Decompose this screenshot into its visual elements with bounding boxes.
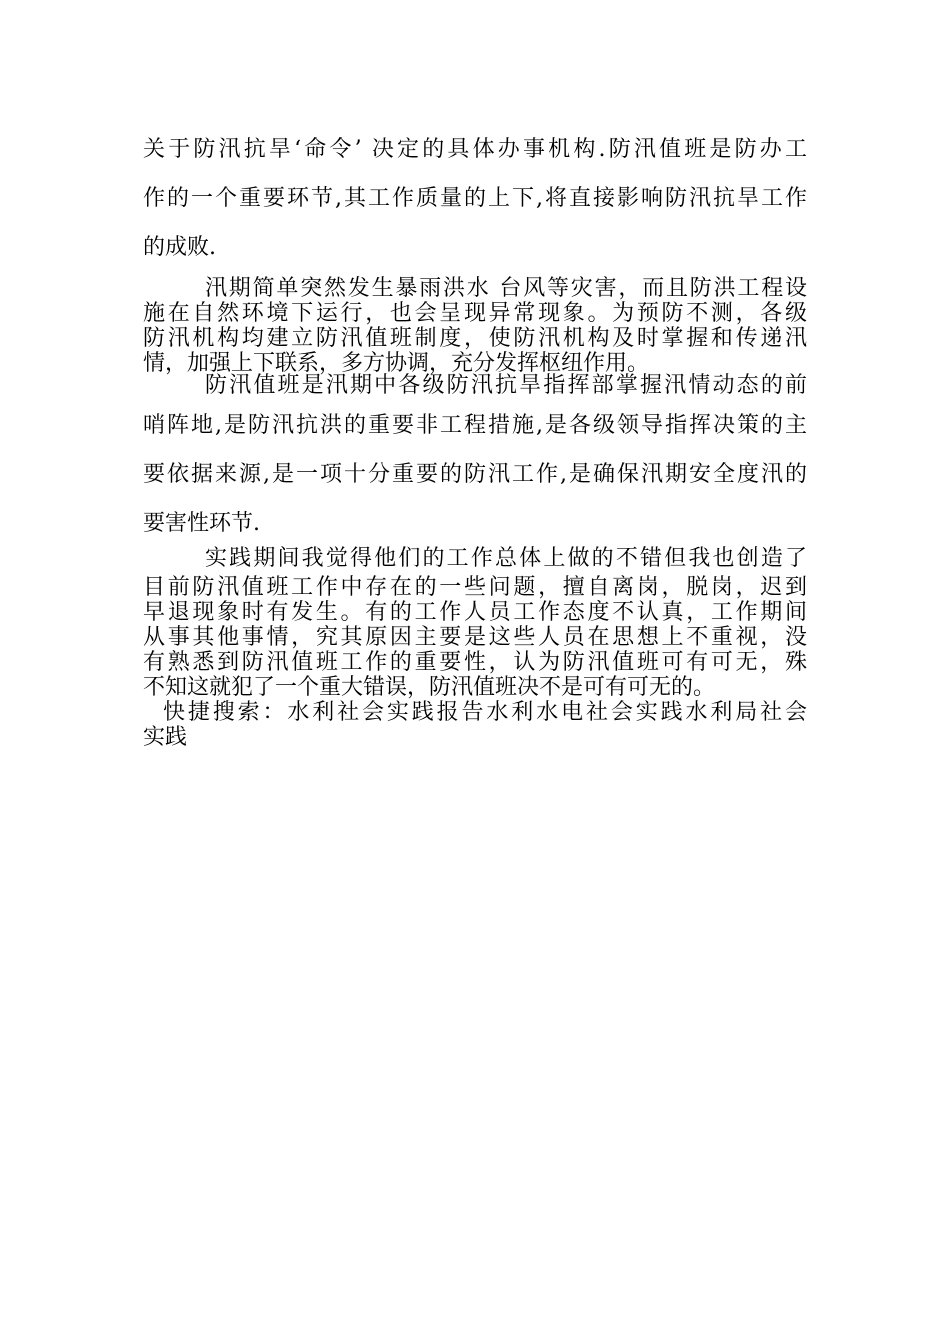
paragraph-1-line-3: 的成败. [143,235,216,260]
paragraph-2-line-2: 施在自然环境下运行，也会呈现异常现象。为预防不测，各级 [143,301,807,326]
paragraph-3-line-2: 哨阵地,是防汛抗洪的重要非工程措施,是各级领导指挥决策的主 [143,413,807,438]
paragraph-4-line-3: 早退现象时有发生。有的工作人员工作态度不认真，工作期间 [143,600,807,625]
paragraph-4-line-2: 目前防汛值班工作中存在的一些问题，擅自离岗，脱岗，迟到 [143,575,807,600]
quick-search-line-1: 快捷搜索：水利社会实践报告水利水电社会实践水利局社会 [163,700,807,725]
quick-search-line-2: 实践 [143,725,188,750]
paragraph-3-line-1: 防汛值班是汛期中各级防汛抗旱指挥部掌握汛情动态的前 [205,373,807,398]
paragraph-3-line-3: 要依据来源,是一项十分重要的防汛工作,是确保汛期安全度汛的 [143,462,807,487]
paragraph-2-line-3: 防汛机构均建立防汛值班制度，使防汛机构及时掌握和传递汛 [143,326,807,351]
paragraph-3-line-4: 要害性环节. [143,511,260,536]
paragraph-4-line-1: 实践期间我觉得他们的工作总体上做的不错但我也创造了 [205,546,807,571]
paragraph-4-line-6: 不知这就犯了一个重大错误，防汛值班决不是可有可无的。 [143,675,716,700]
paragraph-2-line-1: 汛期简单突然发生暴雨洪水 台风等灾害，而且防洪工程设 [205,276,807,301]
paragraph-4-line-5: 有熟悉到防汛值班工作的重要性，认为防汛值班可有可无，殊 [143,650,807,675]
paragraph-2-line-4: 情，加强上下联系，多方协调，充分发挥枢纽作用。 [143,351,650,376]
paragraph-1-line-2: 作的一个重要环节,其工作质量的上下,将直接影响防汛抗旱工作 [143,186,807,211]
paragraph-1-line-1: 关于防汛抗旱‘命令’ 决定的具体办事机构.防汛值班是防办工 [143,137,807,162]
paragraph-4-line-4: 从事其他事情，究其原因主要是这些人员在思想上不重视，没 [143,625,807,650]
